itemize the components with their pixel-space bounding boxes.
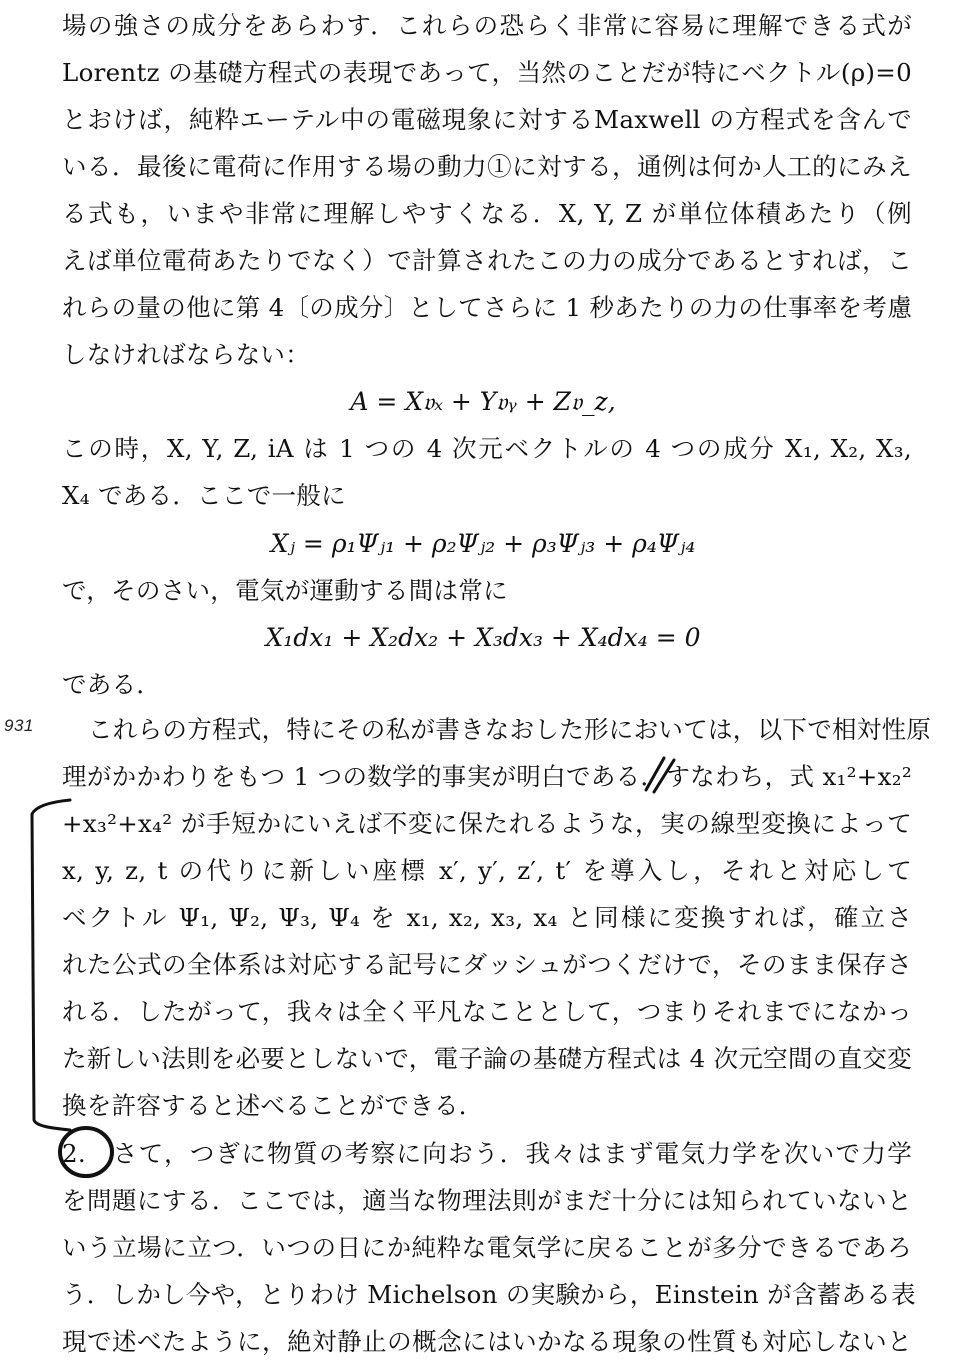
text-line: x, y, z, t の代りに新しい座標 x′, y′, z′, t′ を導入し，それと対応して [62,856,912,885]
equation-force-components: Xⱼ = ρ₁Ψⱼ₁ + ρ₂Ψⱼ₂ + ρ₃Ψⱼ₃ + ρ₄Ψⱼ₄ [270,529,696,558]
text-line: 2. さて，つぎに物質の考察に向おう．我々はまず電気力学を次いで力学 [62,1139,912,1168]
text-line: えば単位電荷あたりでなく）で計算されたこの力の成分であるとすれば，こ [62,246,912,275]
text-line: る式も，いまや非常に理解しやすくなる．X, Y, Z が単位体積あたり（例 [62,199,912,228]
text-line: で，そのさい，電気が運動する間は常に [62,576,508,605]
text-line: う．しかし今や，とりわけ Michelson の実験から，Einstein が含蓄ある表 [62,1280,916,1309]
text-line: た新しい法則を必要としないで，電子論の基礎方程式は 4 次元空間の直交変 [62,1044,912,1073]
text-line: 現で述べたように，絶対静止の概念にはいかなる現象の性質も対応しないと [62,1327,912,1356]
text-line: 場の強さの成分をあらわす．これらの恐らく非常に容易に理解できる式が [62,11,912,40]
text-line: である． [62,670,162,699]
text-line: を問題にする．ここでは，適当な物理法則がまだ十分には知られていないと [62,1186,912,1215]
text-line: いう立場に立つ．いつの日にか純粋な電気学に戻ることが多分できるであろ [62,1233,912,1262]
text-line: 理がかかわりをもつ 1 つの数学的事実が明白である．すなわち，式 x₁²+x₂² [62,762,912,791]
text-line: れらの量の他に第 4〔の成分〕としてさらに 1 秒あたりの力の仕事率を考慮 [62,293,912,322]
text-line: れる．したがって，我々は全く平凡なこととして，つまりそれまでになかっ [62,997,912,1026]
text-line: ベクトル Ψ₁, Ψ₂, Ψ₃, Ψ₄ を x₁, x₂, x₃, x₄ と同様に変換すれば，確立さ [62,903,912,932]
text-line: +x₃²+x₄² が手短かにいえば不変に保たれるような，実の線型変換によって [62,809,912,838]
text-line: X₄ である．ここで一般に [62,481,346,510]
equation-work-condition: X₁dx₁ + X₂dx₂ + X₃dx₃ + X₄dx₄ = 0 [265,623,701,652]
text-line: 換を許容すると述べることができる． [62,1091,484,1120]
margin-page-number: 931 [4,716,34,735]
text-line: いる．最後に電荷に作用する場の動力①に対する，通例は何か人工的にみえ [62,152,912,181]
text-line: Lorentz の基礎方程式の表現であって，当然のことだが特にベクトル(ρ)=0 [62,58,912,87]
equation-power: A = X𝔳ₓ + Y𝔳ᵧ + Z𝔳_z, [350,387,616,416]
text-line: れた公式の全体系は対応する記号にダッシュがつくだけで，そのまま保存さ [62,950,912,979]
text-line: これらの方程式，特にその私が書きなおした形においては，以下で相対性原 [88,715,932,744]
text-line: この時，X, Y, Z, iA は 1 つの 4 次元ベクトルの 4 つの成分 X₁, X₂, X₃, [62,434,912,463]
text-line: とおけば，純粋エーテル中の電磁現象に対するMaxwell の方程式を含んで [62,105,912,134]
text-line: しなければならない： [62,340,310,369]
